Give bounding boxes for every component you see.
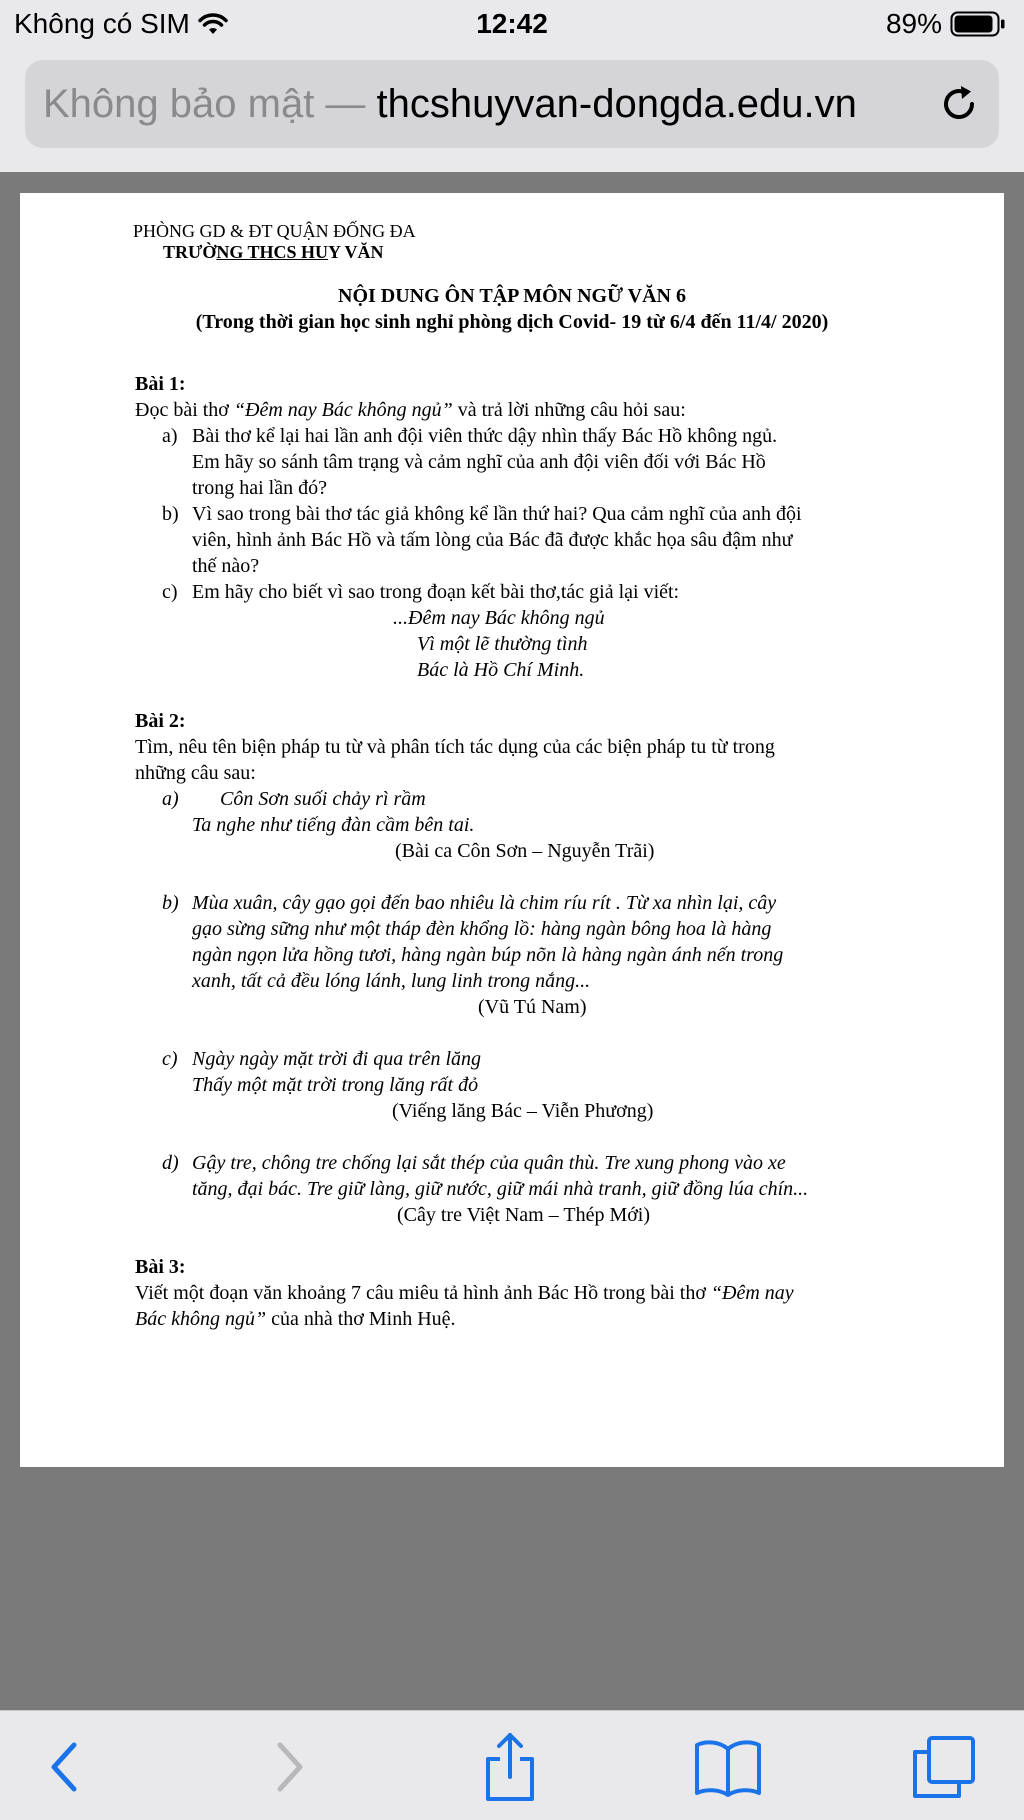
bai2-a-label: a)	[162, 788, 179, 810]
bai2-b-line: gạo sừng sững như một tháp đèn khổng lồ: hàng ngàn bông hoa là hàng	[192, 918, 772, 940]
bai2-d-source: (Cây tre Việt Nam – Thép Mới)	[397, 1204, 651, 1226]
bai1-intro-title: “Đêm nay Bác không ngủ”	[233, 399, 453, 421]
status-right	[886, 8, 1006, 40]
bookmarks-button[interactable]	[690, 1729, 766, 1805]
battery-icon	[950, 11, 1006, 37]
share-icon	[480, 1731, 540, 1803]
back-button[interactable]	[26, 1729, 102, 1805]
school-prefix: TRƯỜ	[163, 242, 217, 262]
bookmarks-icon	[693, 1737, 763, 1797]
bai1-intro-post: và trả lời những câu hỏi sau:	[452, 399, 686, 421]
bai1-poem-line: Vì một lẽ thường tình	[417, 633, 588, 655]
document-page	[20, 193, 1004, 1467]
tabs-button[interactable]	[906, 1729, 982, 1805]
bai1-poem-line: Bác là Hồ Chí Minh.	[417, 659, 585, 681]
back-icon	[44, 1739, 84, 1795]
school-suffix: Y VĂN	[328, 242, 384, 262]
bai2-c-label: c)	[162, 1048, 178, 1070]
department-header: PHÒNG GD & ĐT QUẬN ĐỐNG ĐA	[133, 221, 416, 241]
bai1-intro-pre: Đọc bài thơ	[135, 399, 234, 421]
bai1-a-line: Em hãy so sánh tâm trạng và cảm nghĩ của anh đội viên đối với Bác Hồ	[192, 451, 766, 473]
bai2-intro-line: Tìm, nêu tên biện pháp tu từ và phân tích tác dụng của các biện pháp tu từ trong	[135, 736, 775, 758]
bai1-poem-line: ...Đêm nay Bác không ngủ	[393, 607, 605, 629]
share-button[interactable]	[472, 1729, 548, 1805]
bai2-c-line: Ngày ngày mặt trời đi qua trên lăng	[192, 1048, 481, 1070]
bai3-line2-italic: Bác không ngủ”	[135, 1308, 267, 1330]
school-header	[163, 239, 384, 265]
bai1-heading: Bài 1:	[135, 373, 186, 395]
tabs-icon	[911, 1734, 977, 1800]
bai2-d-label: d)	[162, 1152, 179, 1174]
bai2-d-line: Gậy tre, chông tre chống lại sắt thép của quân thù. Tre xung phong vào xe	[192, 1152, 786, 1174]
bai1-intro	[135, 397, 686, 423]
bai2-c-source: (Viếng lăng Bác – Viễn Phương)	[392, 1100, 654, 1122]
bai1-b-line: viên, hình ảnh Bác Hồ và tấm lòng của Bác đã được khắc họa sâu đậm như	[192, 529, 793, 551]
forward-button[interactable]	[252, 1729, 328, 1805]
battery-percent: 89%	[885, 8, 942, 39]
bai1-b-line: thế nào?	[192, 555, 260, 577]
bai2-a-line: Côn Sơn suối chảy rì rầm	[220, 788, 426, 810]
bai2-b-line: xanh, tất cả đều lóng lánh, lung linh trong nắng...	[192, 970, 591, 992]
browser-nav-area	[0, 52, 1024, 172]
bai2-b-label: b)	[162, 892, 179, 914]
bai2-a-line: Ta nghe như tiếng đàn cầm bên tai.	[192, 814, 475, 836]
domain-label: thcshuyvan-dongda.edu.vn	[376, 82, 857, 126]
address-bar[interactable]	[25, 60, 999, 148]
school-underlined: NG THCS HU	[216, 242, 329, 262]
bai3-line1-italic: “Đêm nay	[710, 1282, 794, 1304]
forward-icon	[270, 1739, 310, 1795]
bai2-b-line: Mùa xuân, cây gạo gọi đến bao nhiêu là chim ríu rít . Từ xa nhìn lại, cây	[192, 892, 777, 914]
status-bar	[0, 0, 1024, 52]
bai2-heading: Bài 2:	[135, 710, 186, 732]
browser-toolbar	[0, 1710, 1024, 1820]
bai2-b-source: (Vũ Tú Nam)	[478, 996, 587, 1018]
bai3-line	[135, 1306, 456, 1332]
clock: 12:42	[476, 8, 548, 39]
bai1-a-line: trong hai lần đó?	[192, 477, 327, 499]
security-label: Không bảo mật —	[43, 82, 366, 126]
bai2-c-line: Thấy một mặt trời trong lăng rất đỏ	[192, 1074, 479, 1096]
url-display[interactable]	[43, 60, 857, 148]
bai3-line2-post: của nhà thơ Minh Huệ.	[266, 1308, 456, 1330]
document-title: NỘI DUNG ÔN TẬP MÔN NGỮ VĂN 6	[338, 285, 686, 307]
bai3-line	[135, 1280, 794, 1306]
reload-icon[interactable]	[937, 82, 981, 126]
bai1-b-line: Vì sao trong bài thơ tác giả không kể lần thứ hai? Qua cảm nghĩ của anh đội	[192, 503, 802, 525]
bai3-heading: Bài 3:	[135, 1256, 186, 1278]
bai2-d-line: tăng, đại bác. Tre giữ làng, giữ nước, giữ mái nhà tranh, giữ đồng lúa chín...	[192, 1178, 809, 1200]
bai3-line1-pre: Viết một đoạn văn khoảng 7 câu miêu tả hình ảnh Bác Hồ trong bài thơ	[135, 1282, 711, 1304]
bai2-b-line: ngàn ngọn lửa hồng tươi, hàng ngàn búp nõn là hàng ngàn ánh nến trong	[192, 944, 784, 966]
bai1-a-label: a)	[162, 425, 178, 447]
bai1-c-label: c)	[162, 581, 178, 603]
bai1-c-line: Em hãy cho biết vì sao trong đoạn kết bài thơ,tác giả lại viết:	[192, 581, 680, 603]
carrier-label: Không có SIM	[14, 8, 190, 39]
bai1-b-label: b)	[162, 503, 179, 525]
document-subtitle: (Trong thời gian học sinh nghỉ phòng dịch Covid- 19 từ 6/4 đến 11/4/ 2020)	[195, 311, 829, 333]
bai2-intro-line: những câu sau:	[135, 762, 256, 784]
bai1-a-line: Bài thơ kể lại hai lần anh đội viên thức dậy nhìn thấy Bác Hồ không ngủ.	[192, 425, 778, 447]
bai2-a-source: (Bài ca Côn Sơn – Nguyễn Trãi)	[395, 840, 655, 862]
